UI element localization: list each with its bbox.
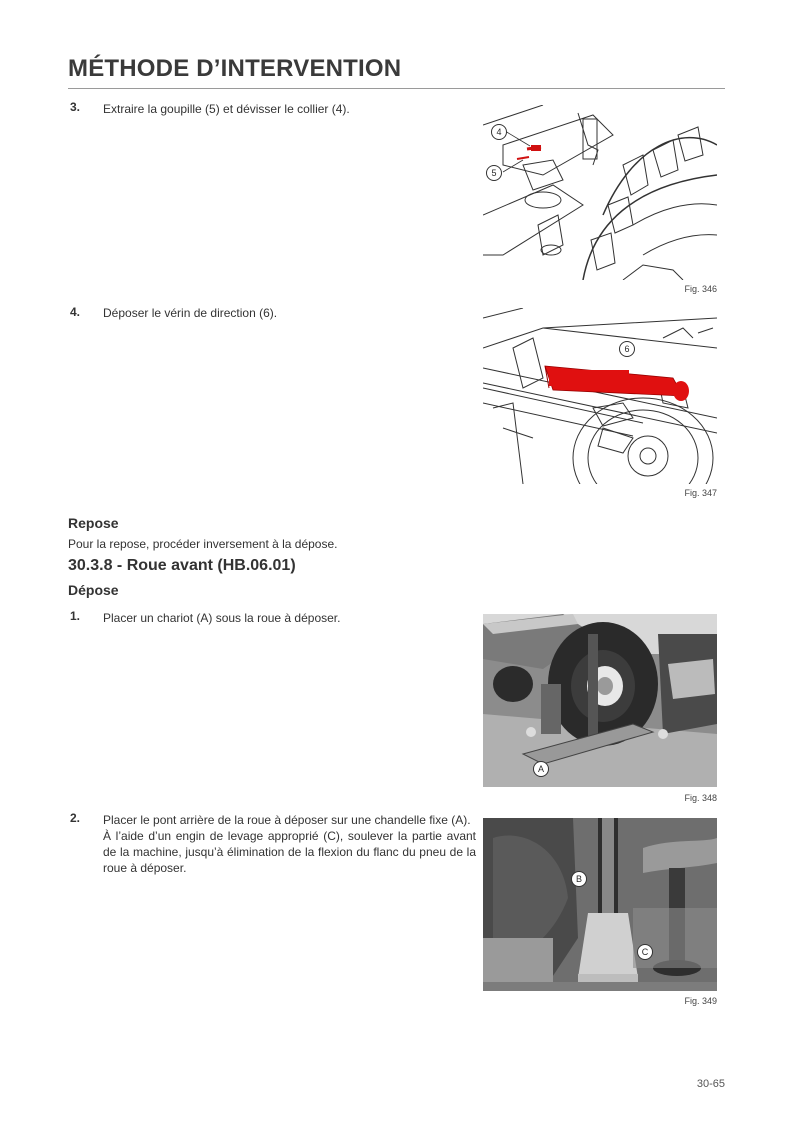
step-text: Placer un chariot (A) sous la roue à déposer. [103, 611, 341, 625]
figure-348-photo [483, 614, 717, 787]
depose-heading: Dépose [68, 582, 119, 598]
figure-349-photo [483, 818, 717, 991]
figure-caption: Fig. 348 [684, 793, 717, 803]
repose-text: Pour la repose, procéder inversement à la dépose. [68, 537, 338, 551]
page-title: MÉTHODE D’INTERVENTION [68, 55, 402, 82]
figure-caption: Fig. 346 [684, 284, 717, 294]
callout-6: 6 [619, 341, 635, 357]
step-number: 3. [70, 100, 81, 114]
callout-B: B [571, 871, 587, 887]
callout-C: C [637, 944, 653, 960]
repose-heading: Repose [68, 515, 119, 531]
page-number: 30-65 [696, 1078, 725, 1090]
callout-4: 4 [491, 124, 507, 140]
step-line: À l’aide d’un engin de levage approprié (C), soulever la partie avant de la machine, jusqu’à élimination de la flexion du flanc du pneu de la roue à déposer. [103, 829, 476, 875]
step-number: 1. [70, 609, 81, 623]
figure-347-illustration [483, 308, 717, 484]
figure-caption: Fig. 347 [684, 488, 717, 498]
section-title: 30.3.8 - Roue avant (HB.06.01) [68, 557, 296, 574]
step-number: 4. [70, 305, 81, 319]
figure-caption: Fig. 349 [684, 996, 717, 1006]
figure-346-illustration [483, 105, 717, 280]
step-line: Placer le pont arrière de la roue à déposer sur une chandelle fixe (A). [103, 813, 471, 827]
step-text: Extraire la goupille (5) et dévisser le collier (4). [103, 102, 350, 116]
title-divider [68, 88, 725, 89]
step-text [103, 812, 476, 876]
callout-A: A [533, 761, 549, 777]
callout-5: 5 [486, 165, 502, 181]
step-number: 2. [70, 811, 81, 825]
step-text: Déposer le vérin de direction (6). [103, 306, 278, 320]
